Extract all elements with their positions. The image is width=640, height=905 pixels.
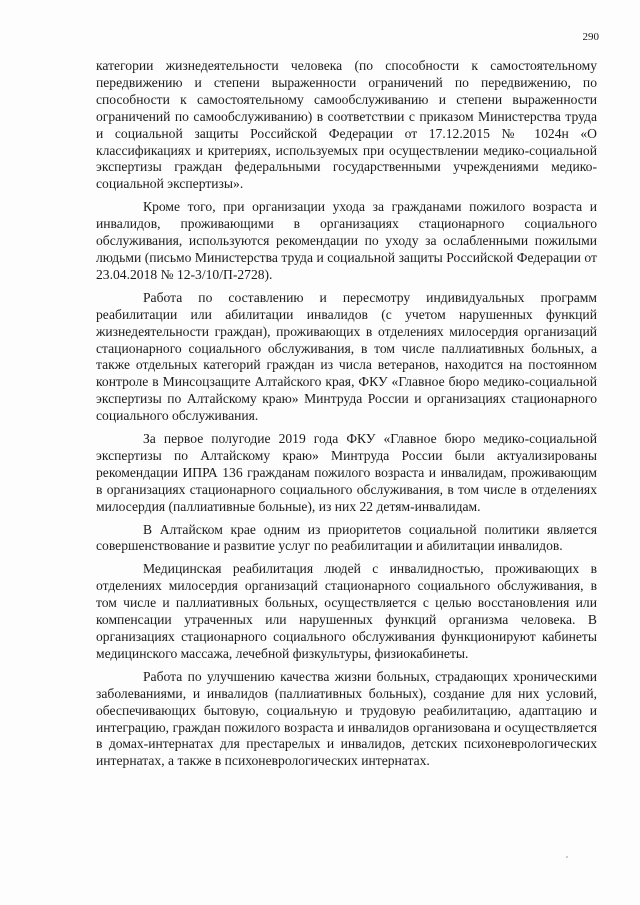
paragraph-ipra-work: Работа по составлению и пересмотру индивидуальных программ реабилитации или абилитации инвалидов (с учетом нарушенных функций жизнедеятельности граждан), проживающих в отделениях милосердия организаций стационарного социального обслуживания, в том числе паллиативных больных, а также отдельных категорий граждан из числа ветеранов, находится на постоянном контроле в Минсоцзащите Алтайского края, ФКУ «Главное бюро медико-социальной экспертизы по Алтайскому краю» Минтруда России и организациях стационарного социального обслуживания. [96,289,597,424]
page-number: 290 [582,31,599,43]
paragraph-quality-of-life: Работа по улучшению качества жизни больных, страдающих хроническими заболеваниями, и инвалидов (паллиативных больных), создание для них условий, обеспечивающих бытовую, социальную и трудовую реабилитацию, адаптацию и интеграцию, граждан пожилого возраста и инвалидов организована и осуществляется в домах-интернатах для престарелых и инвалидов, детских психоневрологических интернатах, а также в психоневрологических интернатах. [96,668,597,769]
paragraph-continuation: категории жизнедеятельности человека (по способности к самостоятельному передвижению и степени выраженности ограничений по передвижению, по способности к самостоятельному самообслуживанию и степени выраженности ограничений по самообслуживанию) в соответствии с приказом Министерства труда и социальной защиты Российской Федерации от 17.12.2015 № 1024н «О классификациях и критериях, используемых при осуществлении медико-социальной экспертизы граждан федеральными государственными учреждениями медико-социальной экспертизы». [96,58,597,192]
document-body [96,58,597,776]
paragraph-priorities: В Алтайском крае одним из приоритетов социальной политики является совершенствование и развитие услуг по реабилитации и абилитации инвалидов. [96,521,597,554]
paragraph-first-half-2019: За первое полугодие 2019 года ФКУ «Главное бюро медико-социальной экспертизы по Алтайскому краю» Минтруда России были актуализированы рекомендации ИПРА 136 гражданам пожилого возраста и инвалидам, проживающим в организациях стационарного социального обслуживания, в том числе в отделениях милосердия (паллиативные больные), из них 22 детям-инвалидам. [96,431,597,514]
paragraph-care-recommendations: Кроме того, при организации ухода за гражданами пожилого возраста и инвалидов, проживающими в организациях стационарного социального обслуживания, используются рекомендации по уходу за ослабленными пожилыми людьми (письмо Министерства труда и социальной защиты Российской Федерации от 23.04.2018 № 12-3/10/П-2728). [96,199,597,282]
scan-speck [566,856,568,858]
paragraph-medical-rehabilitation: Медицинская реабилитация людей с инвалидностью, проживающих в отделениях милосердия организаций стационарного социального обслуживания, в том числе и паллиативных больных, осуществляется с целью восстановления или компенсации утраченных или нарушенных функций организма человека. В организациях стационарного социального обслуживания функционируют кабинеты медицинского массажа, лечебной физкультуры, физиокабинеты. [96,561,597,661]
